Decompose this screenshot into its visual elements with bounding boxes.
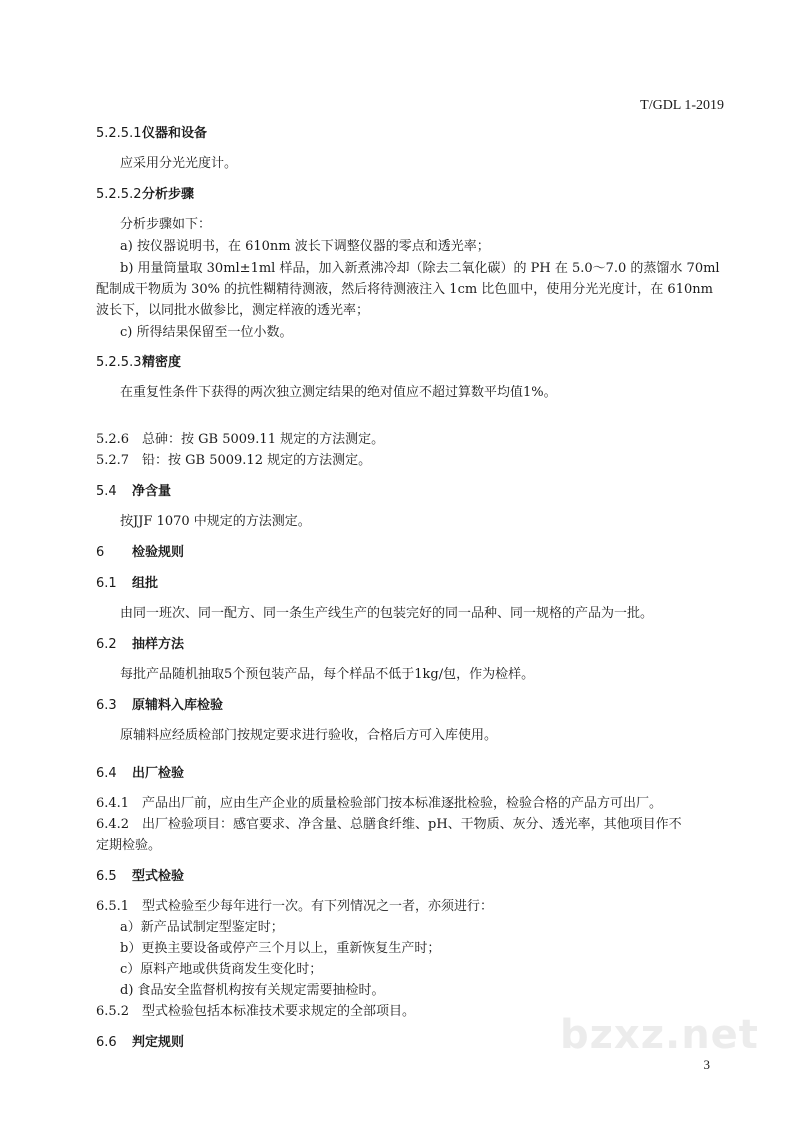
list-item: b）更换主要设备或停产三个月以上，重新恢复生产时；	[120, 941, 441, 956]
list-item: c）原料产地或供货商发生变化时；	[120, 962, 323, 977]
paragraph-continuation: 波长下，以同批水做参比，测定样液的透光率；	[96, 303, 370, 318]
paragraph: 分析步骤如下：	[120, 217, 212, 232]
list-item: c) 所得结果保留至一位小数。	[120, 325, 293, 340]
section-heading-5-4: 5.4 净含量	[96, 484, 172, 499]
clause-6-4-1: 6.4.1 产品出厂前，应由生产企业的质量检验部门按本标准逐批检验，检验合格的产品方可出厂。	[96, 796, 663, 811]
clause-6-4-2: 6.4.2 出厂检验项目：感官要求、净含量、总膳食纤维、pH、干物质、灰分、透光率，其他项目作不	[96, 817, 682, 832]
list-item: b) 用量筒量取 30ml±1ml 样品，加入新煮沸冷却（除去二氧化碳）的 PH 在 5.0～7.0 的蒸馏水 70ml	[120, 261, 720, 276]
section-heading-6-5: 6.5 型式检验	[96, 869, 185, 884]
section-heading-6-2: 6.2 抽样方法	[96, 637, 185, 652]
paragraph: 由同一班次、同一配方、同一条生产线生产的包装完好的同一品种、同一规格的产品为一批。	[120, 606, 654, 621]
page-number: 3	[703, 1057, 710, 1072]
section-heading-6-1: 6.1 组批	[96, 576, 159, 591]
section-heading-5-2-5-3: 5.2.5.3精密度	[96, 355, 182, 370]
paragraph-continuation: 定期检验。	[96, 838, 162, 853]
list-item: d) 食品安全监督机构按有关规定需要抽检时。	[120, 983, 385, 998]
paragraph: 按JJF 1070 中规定的方法测定。	[120, 514, 311, 529]
clause-5-2-6: 5.2.6 总砷：按 GB 5009.11 规定的方法测定。	[96, 432, 385, 447]
paragraph-continuation: 配制成干物质为 30% 的抗性糊精待测液，然后将待测液注入 1cm 比色皿中，使用分光光度计，在 610nm	[96, 282, 713, 297]
chapter-heading-6: 6 检验规则	[96, 545, 185, 560]
site-watermark: bzxz.net	[560, 1012, 759, 1058]
section-heading-5-2-5-2: 5.2.5.2分析步骤	[96, 187, 195, 202]
clause-6-5-1: 6.5.1 型式检验至少每年进行一次。有下列情况之一者，亦须进行：	[96, 899, 494, 914]
clause-6-5-2: 6.5.2 型式检验包括本标准技术要求规定的全部项目。	[96, 1004, 416, 1019]
section-heading-5-2-5-1: 5.2.5.1仪器和设备	[96, 126, 208, 141]
paragraph: 在重复性条件下获得的两次独立测定结果的绝对值应不超过算数平均值1%。	[120, 385, 557, 400]
paragraph: 每批产品随机抽取5个预包装产品，每个样品不低于1kg/包，作为检样。	[120, 667, 535, 682]
section-heading-6-4: 6.4 出厂检验	[96, 766, 185, 781]
standard-code: T/GDL 1-2019	[640, 98, 724, 113]
section-heading-6-6: 6.6 判定规则	[96, 1035, 185, 1050]
section-heading-6-3: 6.3 原辅料入库检验	[96, 698, 224, 713]
paragraph: 原辅料应经质检部门按规定要求进行验收，合格后方可入库使用。	[120, 728, 498, 743]
list-item: a）新产品试制定型鉴定时；	[120, 920, 284, 935]
clause-5-2-7: 5.2.7 铅：按 GB 5009.12 规定的方法测定。	[96, 453, 372, 468]
list-item: a) 按仪器说明书，在 610nm 波长下调整仪器的零点和透光率；	[120, 239, 490, 254]
paragraph: 应采用分光光度计。	[120, 156, 238, 171]
